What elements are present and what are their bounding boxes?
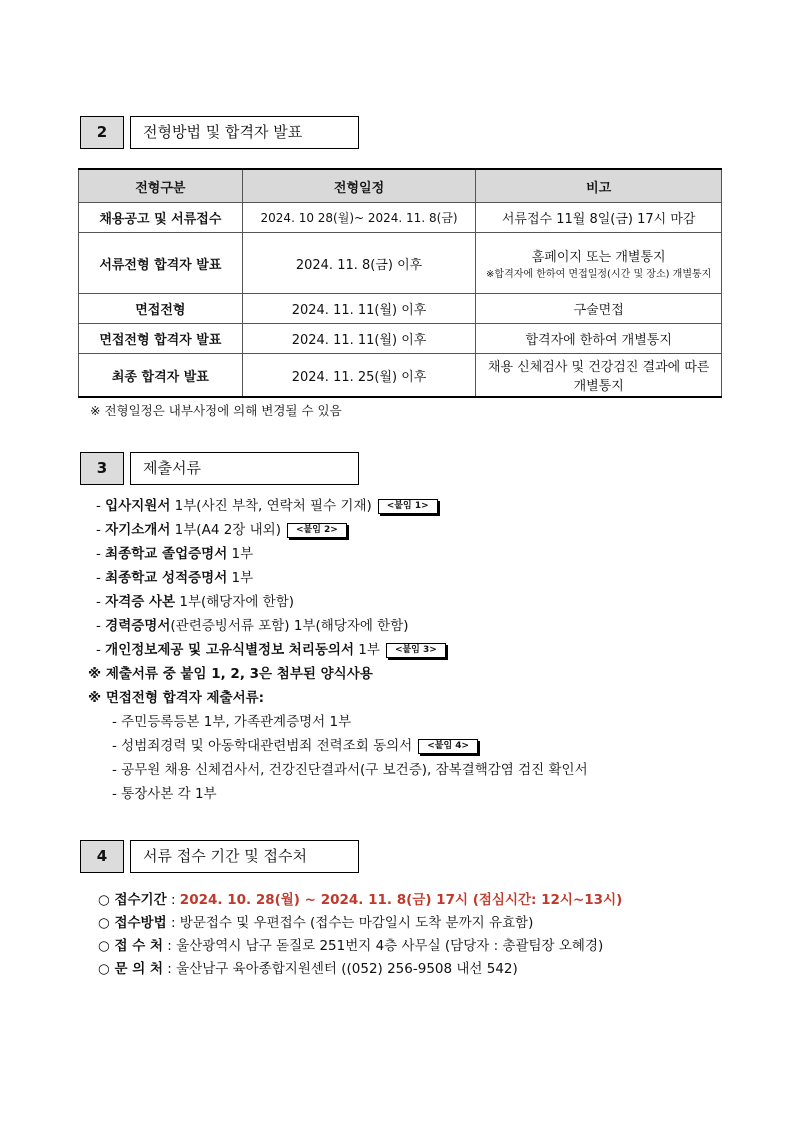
section-title: 서류 접수 기간 및 접수처 bbox=[130, 840, 359, 873]
table-row bbox=[79, 354, 722, 398]
info-period: ○ 접수기간 : 2024. 10. 28(월) ~ 2024. 11. 8(금) 17시 (점심시간: 12시~13시) bbox=[98, 892, 623, 908]
column-header: 전형구분 bbox=[79, 169, 243, 203]
section-number: 3 bbox=[80, 452, 124, 485]
schedule-cell: 2024. 11. 11(월) 이후 bbox=[242, 294, 476, 324]
list-item: - 개인정보제공 및 고유식별정보 처리동의서 1부 <붙임 3> bbox=[96, 638, 588, 662]
section-title: 전형방법 및 합격자 발표 bbox=[130, 116, 359, 149]
notice-interview-docs: ※ 면접전형 합격자 제출서류: bbox=[88, 690, 265, 706]
section-number: 2 bbox=[80, 116, 124, 149]
attachment-tag: <붙임 2> bbox=[287, 523, 347, 538]
schedule-cell: 2024. 11. 8(금) 이후 bbox=[242, 233, 476, 294]
info-contact: ○ 문 의 처 : 울산남구 육아종합지원센터 ((052) 256-9508 내선 542) bbox=[98, 961, 518, 977]
section-title: 제출서류 bbox=[130, 452, 359, 485]
sub-item: - 통장사본 각 1부 bbox=[112, 786, 217, 802]
table-row bbox=[79, 294, 722, 324]
type-cell: 면접전형 bbox=[79, 294, 243, 324]
attachment-tag: <붙임 4> bbox=[418, 739, 478, 754]
column-header: 비고 bbox=[476, 169, 722, 203]
list-item: - 입사지원서 1부(사진 부착, 연락처 필수 기재) <붙임 1> bbox=[96, 494, 588, 518]
remark-main: 홈페이지 또는 개별통지 bbox=[531, 250, 666, 265]
sub-item: - 공무원 채용 신체검사서, 건강진단결과서(구 보건증), 잠복결핵감염 검진 확인서 bbox=[112, 762, 588, 778]
remark-cell: 서류접수 11월 8일(금) 17시 마감 bbox=[476, 203, 722, 233]
sub-item: - 성범죄경력 및 아동학대관련범죄 전력조회 동의서 <붙임 4> bbox=[96, 734, 588, 758]
type-cell: 최종 합격자 발표 bbox=[79, 354, 243, 398]
table-row bbox=[79, 233, 722, 294]
schedule-cell: 2024. 11. 25(월) 이후 bbox=[242, 354, 476, 398]
list-item: - 최종학교 성적증명서 1부 bbox=[96, 570, 254, 586]
list-item: - 최종학교 졸업증명서 1부 bbox=[96, 546, 254, 562]
documents-list bbox=[88, 494, 588, 806]
remark-cell: 구술면접 bbox=[476, 294, 722, 324]
type-cell: 면접전형 합격자 발표 bbox=[79, 324, 243, 354]
info-place: ○ 접 수 처 : 울산광역시 남구 돋질로 251번지 4층 사무실 (담당자 : 총괄팀장 오혜경) bbox=[98, 938, 604, 954]
schedule-note: ※ 전형일정은 내부사정에 의해 변경될 수 있음 bbox=[90, 403, 342, 418]
column-header: 전형일정 bbox=[242, 169, 476, 203]
type-cell: 채용공고 및 서류접수 bbox=[79, 203, 243, 233]
remark-cell: 합격자에 한하여 개별통지 bbox=[476, 324, 722, 354]
schedule-cell: 2024. 10 28(월)~ 2024. 11. 8(금) bbox=[242, 203, 476, 233]
list-item: - 자기소개서 1부(A4 2장 내외) <붙임 2> bbox=[96, 518, 588, 542]
section-number: 4 bbox=[80, 840, 124, 873]
table-header-row bbox=[79, 169, 722, 203]
schedule-table bbox=[78, 168, 722, 398]
info-method: ○ 접수방법 : 방문접수 및 우편접수 (접수는 마감일시 도착 분까지 유효함) bbox=[98, 915, 534, 931]
attachment-tag: <붙임 3> bbox=[386, 643, 446, 658]
sub-item: - 주민등록등본 1부, 가족관계증명서 1부 bbox=[112, 714, 352, 730]
table-row bbox=[79, 203, 722, 233]
list-item: - 자격증 사본 1부(해당자에 한함) bbox=[96, 594, 295, 610]
remark-small: ※합격자에 한하여 면접일정(시간 및 장소) 개별통지 bbox=[486, 269, 712, 280]
schedule-cell: 2024. 11. 11(월) 이후 bbox=[242, 324, 476, 354]
submission-info bbox=[98, 889, 622, 981]
remark-cell bbox=[476, 233, 722, 294]
remark-cell: 채용 신체검사 및 건강검진 결과에 따른 개별통지 bbox=[476, 354, 722, 398]
attachment-tag: <붙임 1> bbox=[378, 499, 438, 514]
list-item: - 경력증명서(관련증빙서류 포함) 1부(해당자에 한함) bbox=[96, 618, 409, 634]
table-row bbox=[79, 324, 722, 354]
notice-forms: ※ 제출서류 중 붙임 1, 2, 3은 첨부된 양식사용 bbox=[88, 666, 373, 682]
type-cell: 서류전형 합격자 발표 bbox=[79, 233, 243, 294]
